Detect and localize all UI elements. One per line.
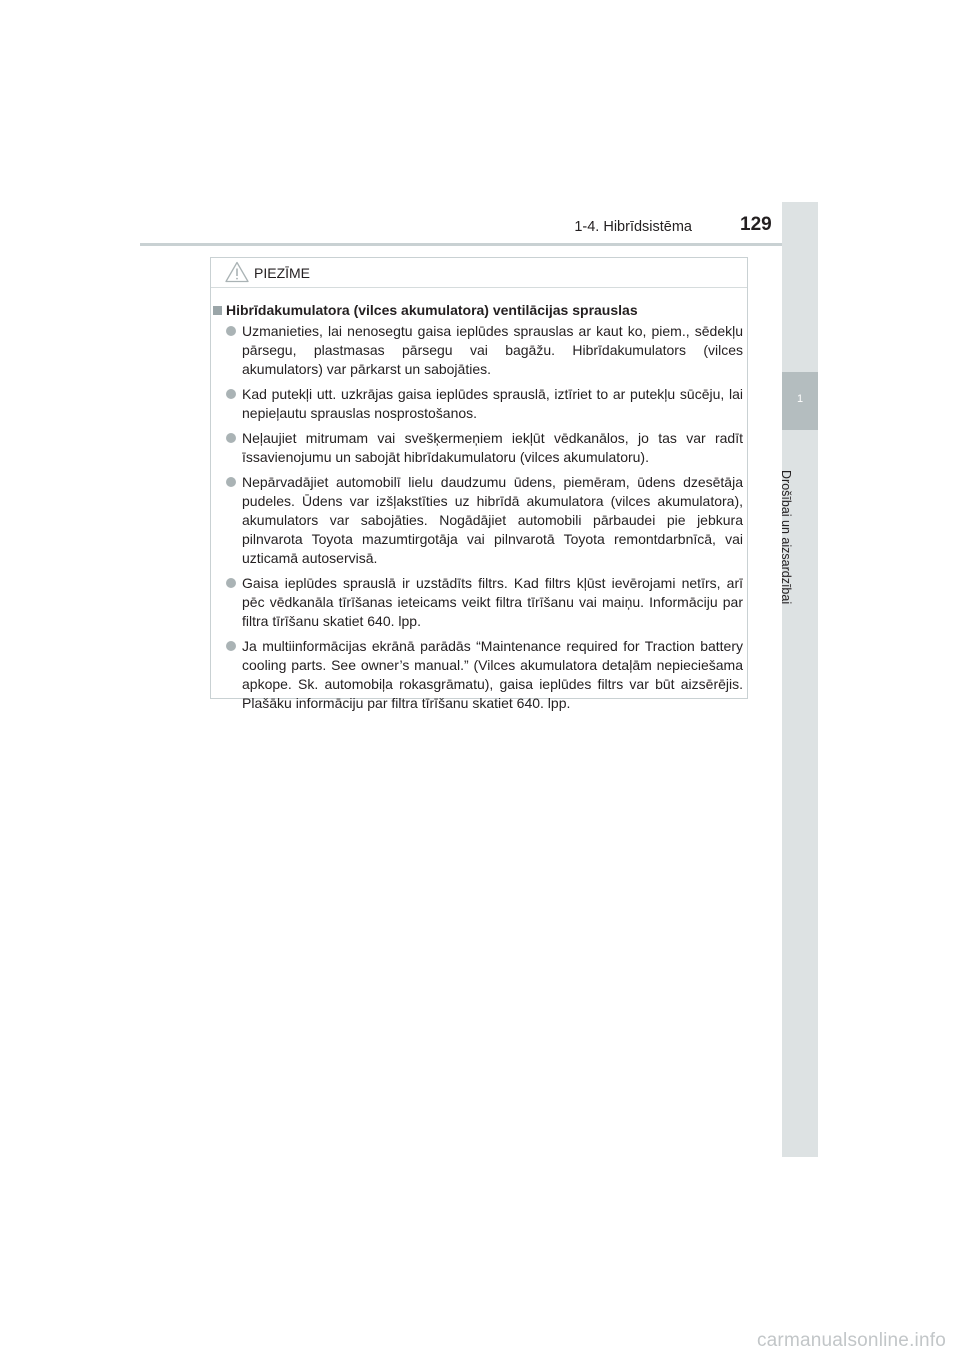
round-bullet-icon	[226, 389, 236, 399]
notice-item-list	[225, 322, 743, 719]
list-item-text: Uzmanieties, lai nenosegtu gaisa ieplūdes sprauslas ar kaut ko, piem., sēdekļu pārsegu, plastmasas pārsegu vai bagāžu. Hibrīdakumulators (vilces akumulators) var pārkarst un sabojāties.	[242, 323, 743, 377]
round-bullet-icon	[226, 578, 236, 588]
warning-triangle-icon	[225, 261, 249, 283]
page-number: 129	[740, 214, 772, 235]
chapter-title: Drošībai un aizsardzībai	[779, 470, 793, 605]
list-item-text: Gaisa ieplūdes sprauslā ir uzstādīts filtrs. Kad filtrs kļūst ievērojami netīrs, arī pēc vēdkanāla tīrīšanas ieteicams veikt filtra tīrīšanu vai maiņu. Informāciju par filtra tīrīšanu skatiet 640. lpp.	[242, 575, 743, 629]
round-bullet-icon	[226, 433, 236, 443]
list-item	[225, 322, 743, 379]
list-item-text: Ja multiinformācijas ekrānā parādās “Maintenance required for Traction battery cooling parts. See owner’s manual.” (Vilces akumulatora detaļām nepieciešama apkope. Sk. automobiļa rokasgrāmatu), gaisa ieplūdes filtrs var būt aizsērējis. Plašāku informāciju par filtra tīrīšanu skatiet 640. lpp.	[242, 638, 743, 711]
list-item	[225, 385, 743, 423]
notice-header	[211, 258, 747, 288]
section-title: 1-4. Hibrīdsistēma	[574, 219, 692, 235]
list-item	[225, 429, 743, 467]
round-bullet-icon	[226, 326, 236, 336]
notice-heading-text: Hibrīdakumulatora (vilces akumulatora) ventilācijas sprauslas	[226, 302, 638, 318]
header-rule	[140, 243, 818, 246]
list-item-text: Neļaujiet mitrumam vai svešķermeņiem iekļūt vēdkanālos, jo tas var radīt īssavienojumu un sabojāt hibrīdakumulatoru (vilces akumulatoru).	[242, 430, 743, 465]
list-item	[225, 473, 743, 568]
chapter-number: 1	[796, 393, 804, 405]
notice-box	[210, 257, 748, 711]
list-item-text: Nepārvadājiet automobilī lielu daudzumu ūdens, piemēram, ūdens dzesētāja pudeles. Ūdens var izšļakstīties uz hibrīdā akumulatora (vilces akumulatora), akumulators var sabojāties. Nogādājiet automobili pārbaudei pie jebkura pilnvarota Toyota mazumtirgotāja vai pilnvarotā Toyota remontdarbnīcā, vai uzticamā autoservisā.	[242, 474, 743, 566]
watermark-text: carmanualsonline.info	[756, 1330, 946, 1351]
round-bullet-icon	[226, 477, 236, 487]
notice-label: PIEZĪME	[254, 265, 311, 281]
chapter-side-tab	[782, 202, 818, 1157]
list-item	[225, 637, 743, 713]
list-item	[225, 574, 743, 631]
square-bullet-icon	[213, 306, 222, 315]
round-bullet-icon	[226, 641, 236, 651]
notice-heading	[213, 302, 638, 318]
list-item-text: Kad putekļi utt. uzkrājas gaisa ieplūdes sprauslā, iztīriet to ar putekļu sūcēju, lai nepieļautu sprauslas nosprostošanos.	[242, 386, 743, 421]
